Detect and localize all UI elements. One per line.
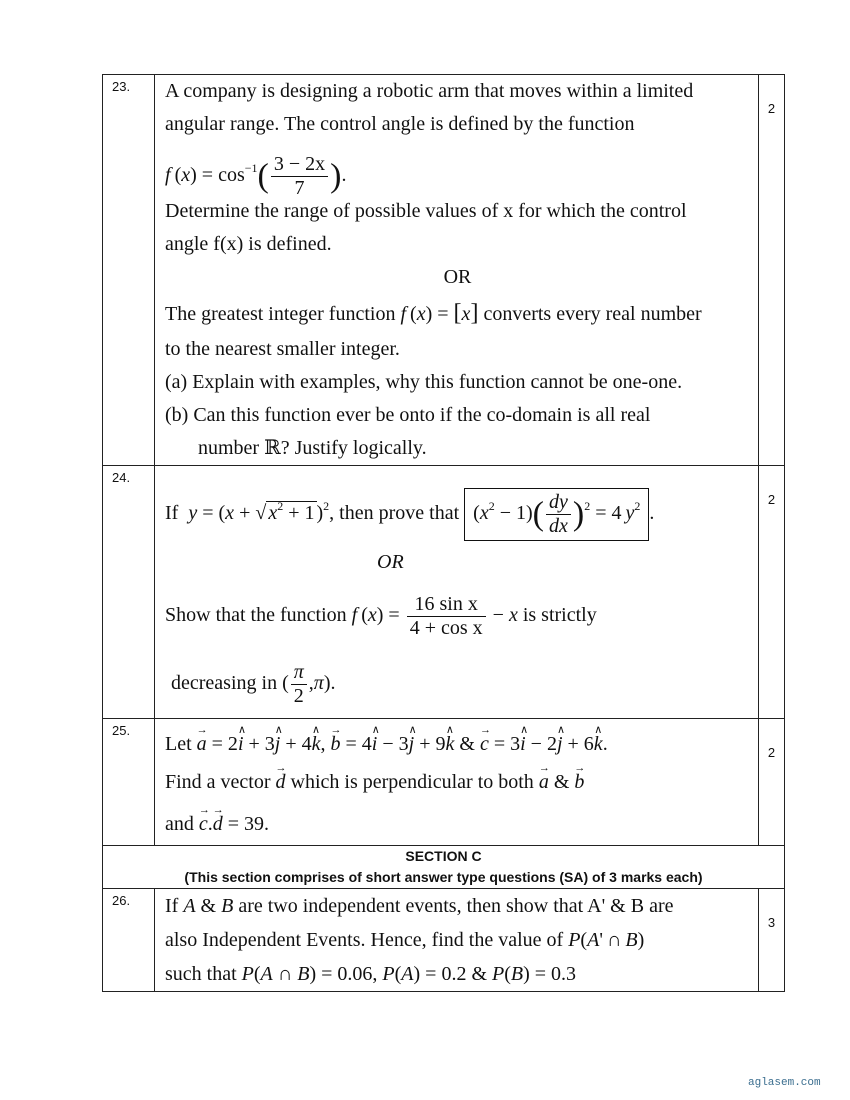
question-text: If A & B are two independent events, then show that A' & B are — [165, 895, 674, 917]
formula: Let → a = 2∧ i + 3∧ j + 4∧ k, → b = 4∧ i − 3∧ j + 9∧ k & → c = 3∧ i − 2∧ j + 6∧ k. — [165, 727, 750, 761]
table-row — [103, 466, 785, 719]
question-table — [102, 74, 785, 992]
question-text: A company is designing a robotic arm that moves within a limited — [165, 80, 694, 102]
question-text: decreasing in ( $\frac{\pi}{2}$ ,π). — [171, 660, 336, 707]
table-row — [103, 75, 785, 466]
section-subtitle: (This section comprises of short answer type questions (SA) of 3 marks each) — [184, 869, 703, 885]
question-body — [155, 719, 759, 846]
question-text: Show that the function f (x) = $\frac{\text{16 sin x}}{\text{4 + cos x}}$ − x is strictly — [165, 592, 597, 639]
question-text: such that P(A ∩ B) = 0.06, P(A) = 0.2 & P(B) = 0.3 — [165, 963, 577, 985]
section-title: SECTION C — [405, 848, 482, 864]
marks: 2 — [759, 75, 785, 466]
question-text: also Independent Events. Hence, find the value of P(A' ∩ B) — [165, 929, 645, 951]
or-label: OR — [443, 266, 472, 288]
marks: 2 — [759, 466, 785, 719]
question-number: 23. — [103, 75, 155, 466]
question-number: 26. — [103, 889, 155, 992]
watermark-link[interactable]: aglasem.com — [748, 1077, 821, 1089]
question-number: 25. — [103, 719, 155, 846]
question-text: Determine the range of possible values of x for which the control — [165, 200, 687, 222]
question-text: Find a vector → d which is perpendicular to both → a & → b — [165, 761, 750, 803]
question-text: (b) Can this function ever be onto if the co-domain is all real — [165, 404, 651, 426]
formula: If y = (x + √ $x^2 + 1$ )$^2$, then prove that $(x^2 - 1)$( $\frac{dy}{dx}$ )$^2$ = 4 $y^2$ . — [165, 466, 750, 546]
marks: 2 — [759, 719, 785, 846]
question-text: angular range. The control angle is defined by the function — [165, 113, 635, 135]
question-number: 24. — [103, 466, 155, 719]
question-text: and → c.→ d = 39. — [165, 803, 750, 845]
fraction-numerator: 3 − 2x — [271, 153, 328, 177]
fraction-denominator: 4 + cos x — [409, 616, 483, 639]
fraction-numerator: 16 sin x — [407, 593, 486, 617]
question-body — [155, 889, 759, 992]
or-label: OR — [377, 551, 404, 573]
question-text: (a) Explain with examples, why this function cannot be one-one. — [165, 371, 683, 393]
question-body — [155, 75, 759, 466]
marks: 3 — [759, 889, 785, 992]
section-header — [103, 846, 785, 889]
fraction-denominator: 7 — [294, 176, 305, 199]
question-text: angle f(x) is defined. — [165, 233, 332, 255]
question-body — [155, 466, 759, 719]
question-text: to the nearest smaller integer. — [165, 338, 400, 360]
question-text: number ℝ? Justify logically. — [198, 437, 427, 459]
boxed-formula: $(x^2 - 1)$( $\frac{dy}{dx}$ )$^2$ = 4 $y^2$ — [464, 488, 649, 541]
formula: f $(x) = \cos^{-1}$( $\frac{3 - 2x}{7}$ ). — [165, 152, 347, 199]
table-row — [103, 719, 785, 846]
question-text: The greatest integer function f (x) = [x] converts every real number — [165, 300, 702, 326]
table-row — [103, 889, 785, 992]
section-header-row — [103, 846, 785, 889]
